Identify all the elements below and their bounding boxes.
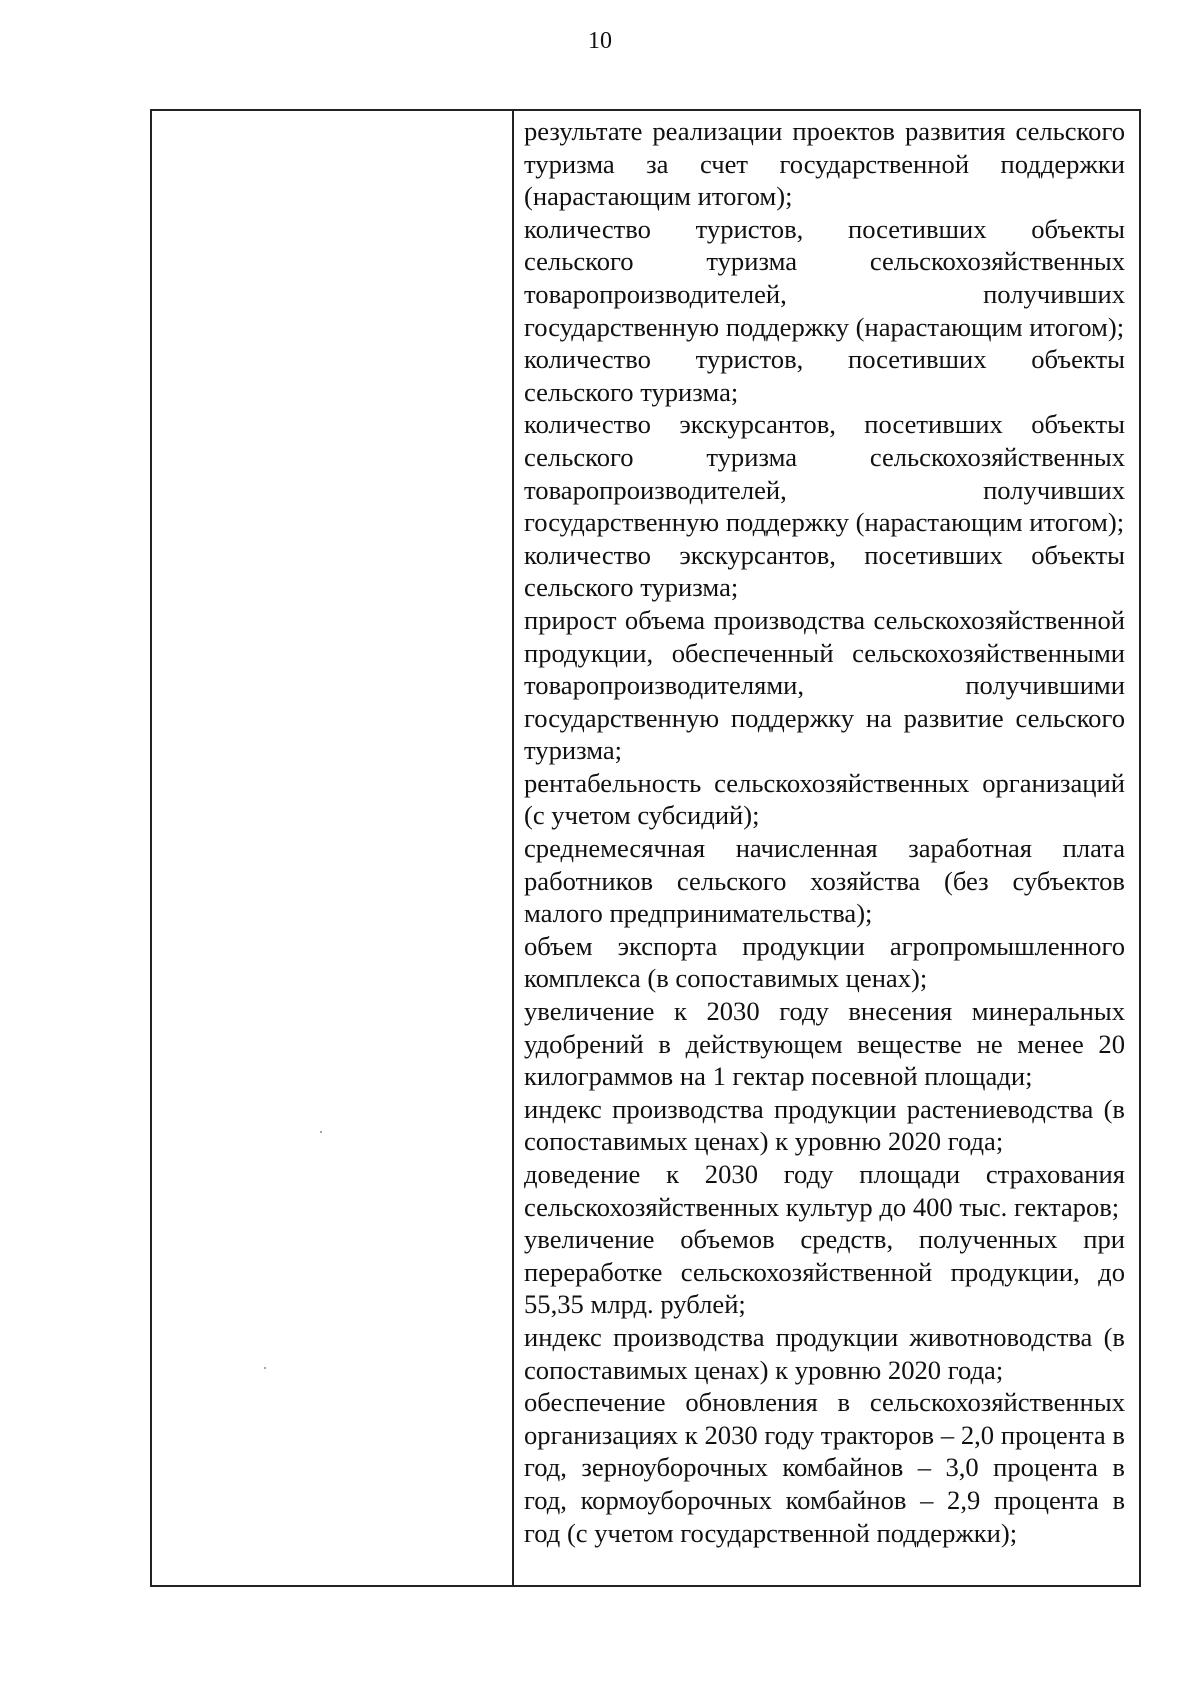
indicator-item: увеличение объемов средств, полученных при переработке сельскохозяйственной продукции, до 55,35 млрд. рублей;	[524, 1224, 1125, 1320]
indicator-item: индекс производства продукции растениеводства (в сопоставимых ценах) к уровню 2020 года;	[524, 1093, 1125, 1157]
table-left-cell	[152, 111, 514, 1585]
indicators-table	[150, 109, 1141, 1587]
indicator-item: результате реализации проектов развития сельского туризма за счет государственной поддержки (нарастающим итогом);	[524, 116, 1125, 212]
indicator-item: прирост объема производства сельскохозяйственной продукции, обеспеченный сельскохозяйственными товаропроизводителями, получившими государственную поддержку на развитие сельского туризма;	[524, 604, 1125, 766]
scan-speck	[320, 1131, 322, 1133]
indicator-item: объем экспорта продукции агропромышленного комплекса (в сопоставимых ценах);	[524, 930, 1125, 994]
indicator-item: количество туристов, посетивших объекты сельского туризма сельскохозяйственных товаропроизводителей, получивших государственную поддержку (нарастающим итогом);	[524, 213, 1125, 342]
indicator-item: обеспечение обновления в сельскохозяйственных организациях к 2030 году тракторов – 2,0 процента в год, зерноуборочных комбайнов – 3,0 процента в год, кормоуборочных комбайнов – 2,9 процента в год (с учетом государственной поддержки);	[524, 1387, 1125, 1548]
indicator-item: индекс производства продукции животноводства (в сопоставимых ценах) к уровню 2020 года;	[524, 1321, 1125, 1385]
page-number: 10	[588, 28, 612, 54]
table-right-cell	[514, 111, 1139, 1585]
indicator-item: количество экскурсантов, посетивших объекты сельского туризма сельскохозяйственных товаропроизводителей, получивших государственную поддержку (нарастающим итогом);	[524, 409, 1125, 538]
indicator-item: количество экскурсантов, посетивших объекты сельского туризма;	[524, 539, 1125, 603]
indicator-item: среднемесячная начисленная заработная плата работников сельского хозяйства (без субъектов малого предпринимательства);	[524, 833, 1125, 929]
indicator-item: рентабельность сельскохозяйственных организаций (с учетом субсидий);	[524, 767, 1125, 831]
indicator-item: увеличение к 2030 году внесения минеральных удобрений в действующем веществе не менее 20 килограммов на 1 гектар посевной площади;	[524, 996, 1125, 1092]
scan-speck	[264, 1367, 266, 1369]
indicator-item: доведение к 2030 году площади страхования сельскохозяйственных культур до 400 тыс. гектаров;	[524, 1159, 1125, 1222]
indicator-item: количество туристов, посетивших объекты сельского туризма;	[524, 344, 1125, 407]
